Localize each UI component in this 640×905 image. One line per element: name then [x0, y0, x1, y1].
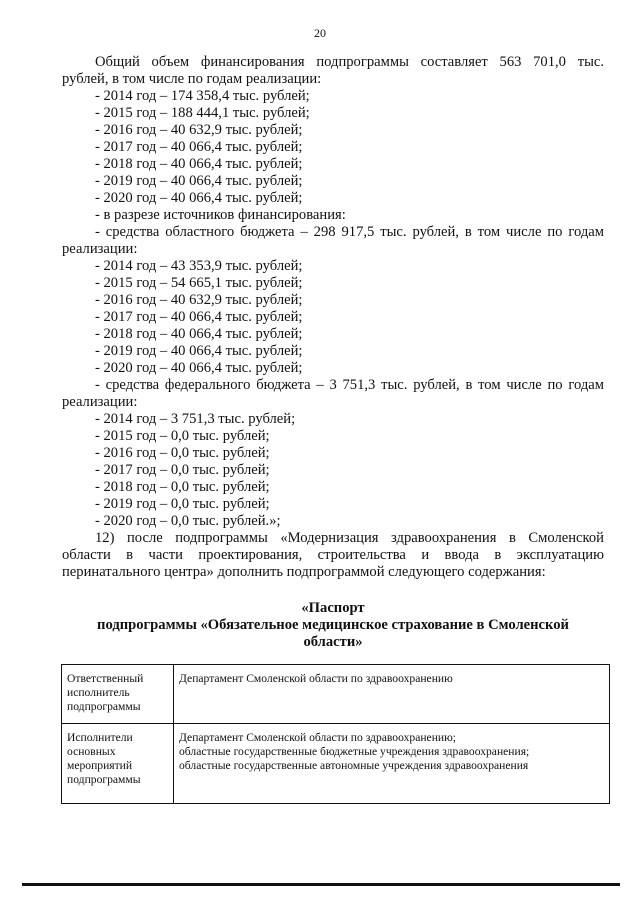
row-label-text: Ответственный [67, 672, 144, 685]
regional-year-item: - 2016 год – 40 632,9 тыс. рублей; [95, 292, 303, 308]
intro-year-item: - 2015 год – 188 444,1 тыс. рублей; [95, 105, 310, 121]
regional-year-item: - 2020 год – 40 066,4 тыс. рублей; [95, 360, 303, 376]
row-label-text: подпрограммы [67, 773, 141, 786]
federal-year-item: - 2017 год – 0,0 тыс. рублей; [95, 462, 270, 478]
passport-title: «Паспорт [301, 600, 365, 616]
federal-year-item: - 2015 год – 0,0 тыс. рублей; [95, 428, 270, 444]
row-value-text: Департамент Смоленской области по здравоохранению; [179, 731, 456, 744]
federal-year-item: - 2019 год – 0,0 тыс. рублей; [95, 496, 270, 512]
intro-paragraph-line-2: рублей, в том числе по годам реализации: [62, 71, 322, 87]
row-value-text: Департамент Смоленской области по здравоохранению [179, 672, 453, 685]
passport-heading [62, 600, 604, 651]
row-label-text: мероприятий [67, 759, 133, 772]
row-label-text: Исполнители [67, 731, 133, 744]
row-value-text: областные государственные автономные учреждения здравоохранения [179, 759, 529, 772]
row-value-cell [174, 665, 610, 724]
federal-year-item: - 2018 год – 0,0 тыс. рублей; [95, 479, 270, 495]
row-value-cell [174, 724, 610, 804]
federal-year-item: - 2016 год – 0,0 тыс. рублей; [95, 445, 270, 461]
row-label-text: исполнитель [67, 686, 130, 699]
row-label-cell [62, 724, 174, 804]
intro-year-item: - 2018 год – 40 066,4 тыс. рублей; [95, 156, 303, 172]
intro-year-item: - 2017 год – 40 066,4 тыс. рублей; [95, 139, 303, 155]
item-12-line-3: перинатального центра» дополнить подпрограммой следующего содержания: [62, 564, 546, 580]
table-row [62, 665, 610, 724]
bottom-scan-edge [22, 883, 620, 886]
sources-heading: - в разрезе источников финансирования: [95, 207, 346, 223]
regional-year-item: - 2015 год – 54 665,1 тыс. рублей; [95, 275, 303, 291]
row-label-text: основных [67, 745, 116, 758]
federal-budget-line-2: реализации: [62, 394, 138, 410]
federal-budget-line-1: - средства федерального бюджета – 3 751,3 тыс. рублей, в том числе по годам [95, 377, 604, 393]
federal-year-item: - 2020 год – 0,0 тыс. рублей.»; [95, 513, 281, 529]
document-body [62, 54, 604, 581]
page-number: 20 [314, 26, 326, 40]
regional-budget-line-1: - средства областного бюджета – 298 917,5 тыс. рублей, в том числе по годам [95, 224, 604, 240]
intro-year-item: - 2014 год – 174 358,4 тыс. рублей; [95, 88, 310, 104]
regional-year-item: - 2017 год – 40 066,4 тыс. рублей; [95, 309, 303, 325]
row-label-cell [62, 665, 174, 724]
federal-year-item: - 2014 год – 3 751,3 тыс. рублей; [95, 411, 296, 427]
intro-year-item: - 2019 год – 40 066,4 тыс. рублей; [95, 173, 303, 189]
passport-subtitle: подпрограммы «Обязательное медицинское страхование в Смоленской [97, 617, 569, 633]
row-label-text: подпрограммы [67, 700, 141, 713]
intro-paragraph-line-1: Общий объем финансирования подпрограммы составляет 563 701,0 тыс. [95, 54, 604, 70]
regional-year-item: - 2014 год – 43 353,9 тыс. рублей; [95, 258, 303, 274]
regional-budget-line-2: реализации: [62, 241, 138, 257]
row-value-text: областные государственные бюджетные учреждения здравоохранения; [179, 745, 530, 758]
passport-subtitle-end: области» [303, 634, 363, 650]
regional-year-item: - 2019 год – 40 066,4 тыс. рублей; [95, 343, 303, 359]
item-12-line-2: области в части проектирования, строительства и ввода в эксплуатацию [62, 547, 604, 563]
passport-table [61, 664, 610, 804]
regional-year-item: - 2018 год – 40 066,4 тыс. рублей; [95, 326, 303, 342]
intro-year-item: - 2020 год – 40 066,4 тыс. рублей; [95, 190, 303, 206]
item-12-line-1: 12) после подпрограммы «Модернизация здравоохранения в Смоленской [95, 530, 604, 546]
intro-year-item: - 2016 год – 40 632,9 тыс. рублей; [95, 122, 303, 138]
table-row [62, 724, 610, 804]
